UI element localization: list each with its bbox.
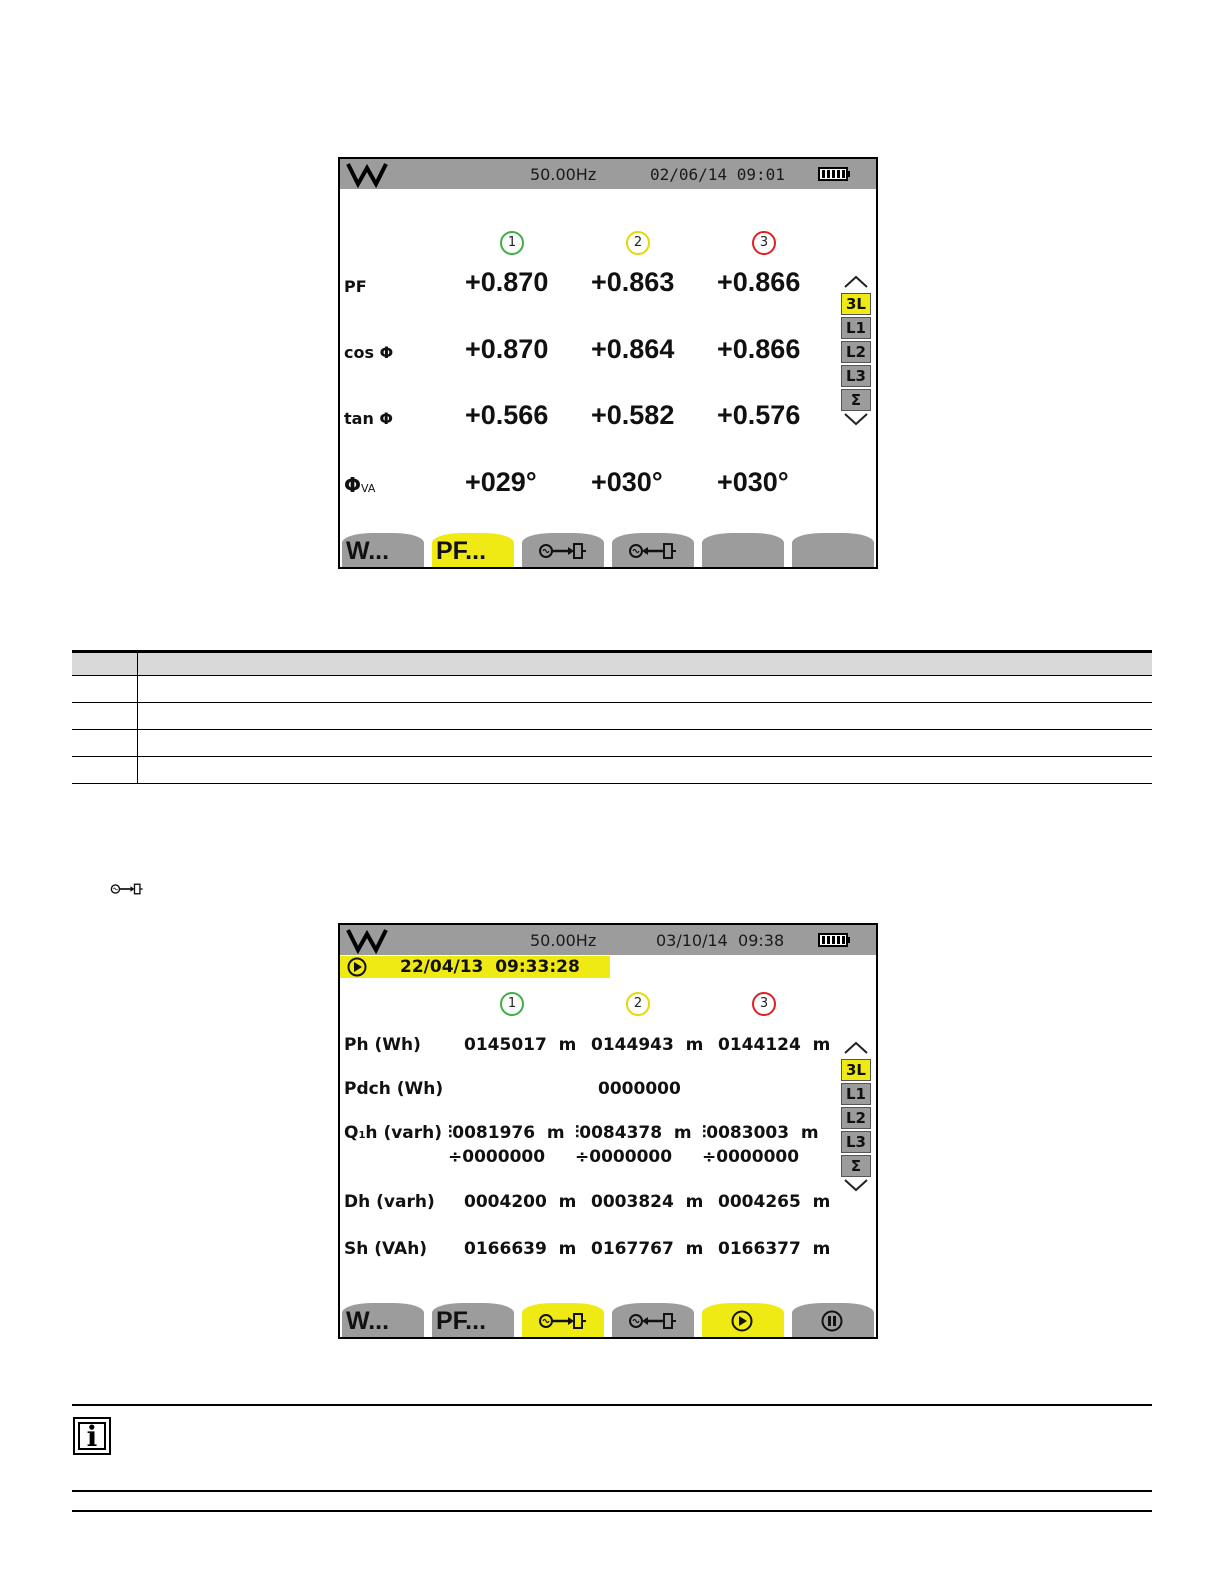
function-tabs [340,529,876,567]
pdch-value: 0000000 [598,1079,681,1099]
phase-sum-button[interactable]: Σ [841,1155,871,1177]
capacitive-icon: ÷ [448,1147,463,1167]
note-bottom-rule [72,1490,1152,1492]
dh-l3-value: 0004265 m [718,1192,831,1212]
tab-w[interactable]: W... [342,533,424,567]
capacitive-icon: ÷ [575,1147,590,1167]
datetime: 02/06/14 09:01 [650,165,785,184]
phase-selector [840,1039,872,1195]
q1h-l3-inductive: ⫶0083003 m [702,1123,819,1143]
cos-phi-l1-value: +0.870 [465,334,549,364]
pf-label: PF [344,277,367,296]
ph-label: Ph (Wh) [344,1035,421,1055]
energy-consumed-icon [538,1312,588,1330]
frequency: 50.00Hz [530,931,597,950]
sh-l1-value: 0166639 m [464,1239,577,1259]
phase-l2-button[interactable]: L2 [841,341,871,363]
sh-label: Sh (VAh) [344,1239,428,1259]
tab-energy-consumed[interactable] [522,1303,604,1337]
phase-l1-button[interactable]: L1 [841,317,871,339]
table-row [72,730,1152,757]
inductive-icon: ⫶ [448,1123,453,1143]
metering-start-datetime: 22/04/13 09:33:28 [400,957,580,977]
phi-va-label: ΦVA [344,473,376,497]
scroll-down-icon[interactable] [841,411,871,429]
phase-3l-button[interactable]: 3L [841,1059,871,1081]
scroll-up-icon[interactable] [841,1039,871,1057]
tan-phi-label: tan Φ [344,409,394,428]
pf-l3-value: +0.866 [717,267,801,297]
phase-selector [840,273,872,429]
tab-energy-consumed[interactable] [522,533,604,567]
q1h-l2-inductive: ⫶0084378 m [575,1123,692,1143]
power-factor-screen [338,157,878,569]
tab-pause[interactable] [792,1303,874,1337]
tab-play[interactable] [702,1303,784,1337]
q1h-l1-inductive: ⫶0081976 m [448,1123,565,1143]
battery-icon [818,167,850,181]
tab-energy-generated[interactable] [612,1303,694,1337]
power-mode-w-icon [346,160,388,188]
q1h-l2-capacitive: ÷0000000 [575,1147,673,1167]
status-bar [340,159,876,189]
pf-l1-value: +0.870 [465,267,549,297]
pf-l2-value: +0.863 [591,267,675,297]
phase-l1-button[interactable]: L1 [841,1083,871,1105]
status-bar [340,925,876,955]
channel-1-indicator: 1 [500,992,524,1016]
scroll-down-icon[interactable] [841,1177,871,1195]
metering-start-bar [340,956,610,978]
phase-3l-button[interactable]: 3L [841,293,871,315]
sh-l3-value: 0166377 m [718,1239,831,1259]
cos-phi-l3-value: +0.866 [717,334,801,364]
phi-va-l1-value: +029° [465,467,537,497]
tab-empty-5[interactable] [702,533,784,567]
q1h-l1-capacitive: ÷0000000 [448,1147,546,1167]
ph-l3-value: 0144124 m [718,1035,831,1055]
datetime: 03/10/14 09:38 [656,931,785,950]
info-icon [73,1417,111,1455]
phi-va-l3-value: +030° [717,467,789,497]
play-icon [730,1310,754,1332]
tab-pf[interactable]: PF... [432,1303,514,1337]
tab-w[interactable]: W... [342,1303,424,1337]
phase-l3-button[interactable]: L3 [841,365,871,387]
dh-label: Dh (varh) [344,1192,435,1212]
channel-2-indicator: 2 [626,992,650,1016]
q1h-l3-capacitive: ÷0000000 [702,1147,800,1167]
energy-generated-icon [628,542,678,560]
function-tabs [340,1299,876,1337]
table-row [72,676,1152,703]
table-header [72,650,1152,676]
dh-l1-value: 0004200 m [464,1192,577,1212]
tan-phi-l1-value: +0.566 [465,400,549,430]
frequency: 50.00Hz [530,165,597,184]
note-top-rule [72,1404,1152,1406]
cos-phi-l2-value: +0.864 [591,334,675,364]
table-row [72,703,1152,730]
tan-phi-l3-value: +0.576 [717,400,801,430]
cos-phi-label: cos Φ [344,343,394,362]
energy-screen [338,923,878,1339]
dh-l2-value: 0003824 m [591,1192,704,1212]
channel-2-indicator: 2 [626,231,650,255]
channel-1-indicator: 1 [500,231,524,255]
table-row [72,757,1152,784]
inductive-icon: ⫶ [575,1123,580,1143]
sh-l2-value: 0167767 m [591,1239,704,1259]
q1h-label: Q1h (varh) [344,1123,443,1143]
ph-l2-value: 0144943 m [591,1035,704,1055]
channel-3-indicator: 3 [752,992,776,1016]
scroll-up-icon[interactable] [841,273,871,291]
inductive-icon: ⫶ [702,1123,707,1143]
tab-empty-6[interactable] [792,533,874,567]
description-table [72,650,1152,784]
pdch-label: Pdch (Wh) [344,1079,444,1099]
ph-l1-value: 0145017 m [464,1035,577,1055]
page-footer-rule [72,1510,1152,1512]
tab-pf[interactable]: PF... [432,533,514,567]
phi-va-l2-value: +030° [591,467,663,497]
capacitive-icon: ÷ [702,1147,717,1167]
play-icon [346,957,368,977]
tab-energy-generated[interactable] [612,533,694,567]
energy-consumed-icon [538,542,588,560]
channel-3-indicator: 3 [752,231,776,255]
info-icon-glyph: i [78,1422,106,1450]
battery-icon [818,933,850,947]
phase-l3-button[interactable]: L3 [841,1131,871,1153]
phase-sum-button[interactable]: Σ [841,389,871,411]
power-mode-w-icon [346,926,388,954]
pause-icon [820,1310,844,1332]
energy-generated-icon [628,1312,678,1330]
energy-consumed-icon [110,880,144,898]
tan-phi-l2-value: +0.582 [591,400,675,430]
phase-l2-button[interactable]: L2 [841,1107,871,1129]
